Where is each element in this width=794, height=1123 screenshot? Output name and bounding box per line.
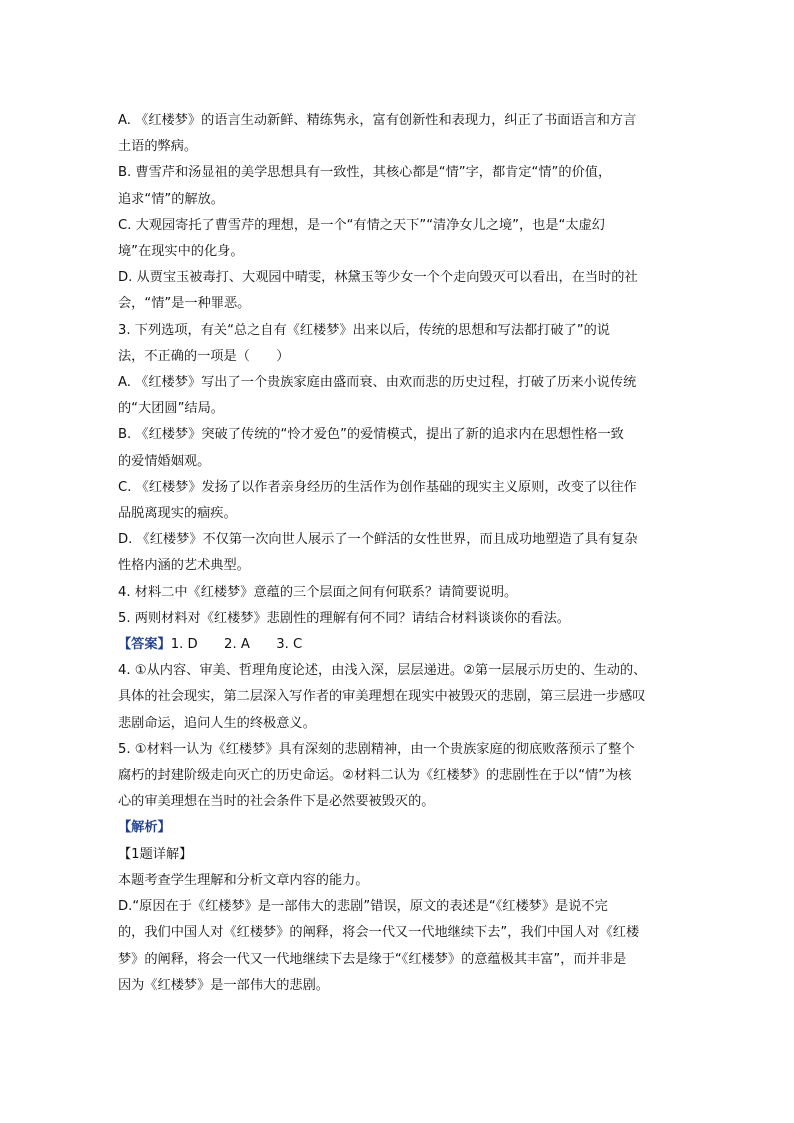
answer-section <box>118 632 678 815</box>
text-line: C. 大观园寄托了曹雪芹的理想，是一个“有情之天下”“清净女儿之境”，也是“太虚幻 <box>118 217 605 233</box>
text-line: A. 《红楼梦》写出了一个贵族家庭由盛而衰、由欢而悲的历史过程，打破了历来小说传统 <box>118 375 637 391</box>
analysis-section <box>118 815 678 998</box>
text-line: D. 从贾宝玉被毒打、大观园中晴雯，林黛玉等少女一个个走向毁灭可以看出，在当时的社 <box>118 270 638 286</box>
text-line: 悲剧命运，追问人生的终极意义。 <box>118 715 316 731</box>
text-line: C. 《红楼梦》发扬了以作者亲身经历的生活作为创作基础的现实主义原则，改变了以往作 <box>118 479 637 495</box>
text-line: 土语的弊病。 <box>118 139 198 155</box>
answer-choices: 1. D 2. A 3. C <box>170 637 303 653</box>
text-line: 梦》的阐释，将会一代又一代地继续下去是缘于“《红楼梦》的意蕴极其丰富”，而并非是 <box>118 951 627 967</box>
answer-line <box>118 632 678 658</box>
text-line: 本题考查学生理解和分析文章内容的能力。 <box>118 872 369 888</box>
answer-tag: 【答案】 <box>118 637 171 653</box>
text-line: 会，“情”是一种罪恶。 <box>118 296 251 312</box>
text-line: 的“大团圆”结局。 <box>118 401 224 417</box>
text-line: 腐朽的封建阶级走向灭亡的历史命运。②材料二认为《红楼梦》的悲剧性在于以“情”为核 <box>118 768 632 784</box>
text-line: 具体的社会现实，第二层深入写作者的审美理想在现实中被毁灭的悲剧，第三层进一步感叹 <box>118 689 646 705</box>
text-line: 境”在现实中的化身。 <box>118 244 244 260</box>
text-line: 性格内涵的艺术典型。 <box>118 558 250 574</box>
text-line: 法，不正确的一项是（ ） <box>118 348 290 364</box>
text-line: 品脱离现实的痼疾。 <box>118 506 237 522</box>
text-line: 4. ①从内容、审美、哲理角度论述，由浅入深，层层递进。②第一层展示历史的、生动的、 <box>118 663 647 679</box>
text-line: B. 曹雪芹和汤显祖的美学思想具有一致性，其核心都是“情”字，都肯定“情”的价值， <box>118 165 612 181</box>
question-options <box>118 108 678 632</box>
text-line: D.“原因在于《红楼梦》是一部伟大的悲剧”错误，原文的表述是“《红楼梦》是说不完 <box>118 899 608 915</box>
text-line: 5. ①材料一认为《红楼梦》具有深刻的悲剧精神，由一个贵族家庭的彻底败落预示了整个 <box>118 741 635 757</box>
text-line: A. 《红楼梦》的语言生动新鲜、精练隽永，富有创新性和表现力，纠正了书面语言和方言 <box>118 113 637 128</box>
text-line: B. 《红楼梦》突破了传统的“怜才爱色”的爱情模式，提出了新的追求内在思想性格一致 <box>118 427 624 443</box>
text-line: 追求“情”的解放。 <box>118 191 224 207</box>
analysis-subheading: 【1题详解】 <box>118 846 193 862</box>
text-line: D. 《红楼梦》不仅第一次向世人展示了一个鲜活的女性世界，而且成功地塑造了具有复杂 <box>118 532 638 548</box>
text-line: 的爱情婚姻观。 <box>118 453 211 469</box>
text-line: 因为《红楼梦》是一部伟大的悲剧。 <box>118 977 329 993</box>
text-line: 4. 材料二中《红楼梦》意蕴的三个层面之间有何联系？请简要说明。 <box>118 584 518 600</box>
text-line: 5. 两则材料对《红楼梦》悲剧性的理解有何不同？请结合材料谈谈你的看法。 <box>118 610 570 626</box>
analysis-tag: 【解析】 <box>118 820 171 836</box>
document-page <box>118 108 678 999</box>
text-line: 的，我们中国人对《红楼梦》的阐释，将会一代又一代地继续下去”，我们中国人对《红楼 <box>118 925 640 941</box>
text-line: 心的审美理想在当时的社会条件下是必然要被毁灭的。 <box>118 794 435 810</box>
text-line: 3. 下列选项，有关“总之自有《红楼梦》出来以后，传统的思想和写法都打破了”的说 <box>118 322 610 338</box>
